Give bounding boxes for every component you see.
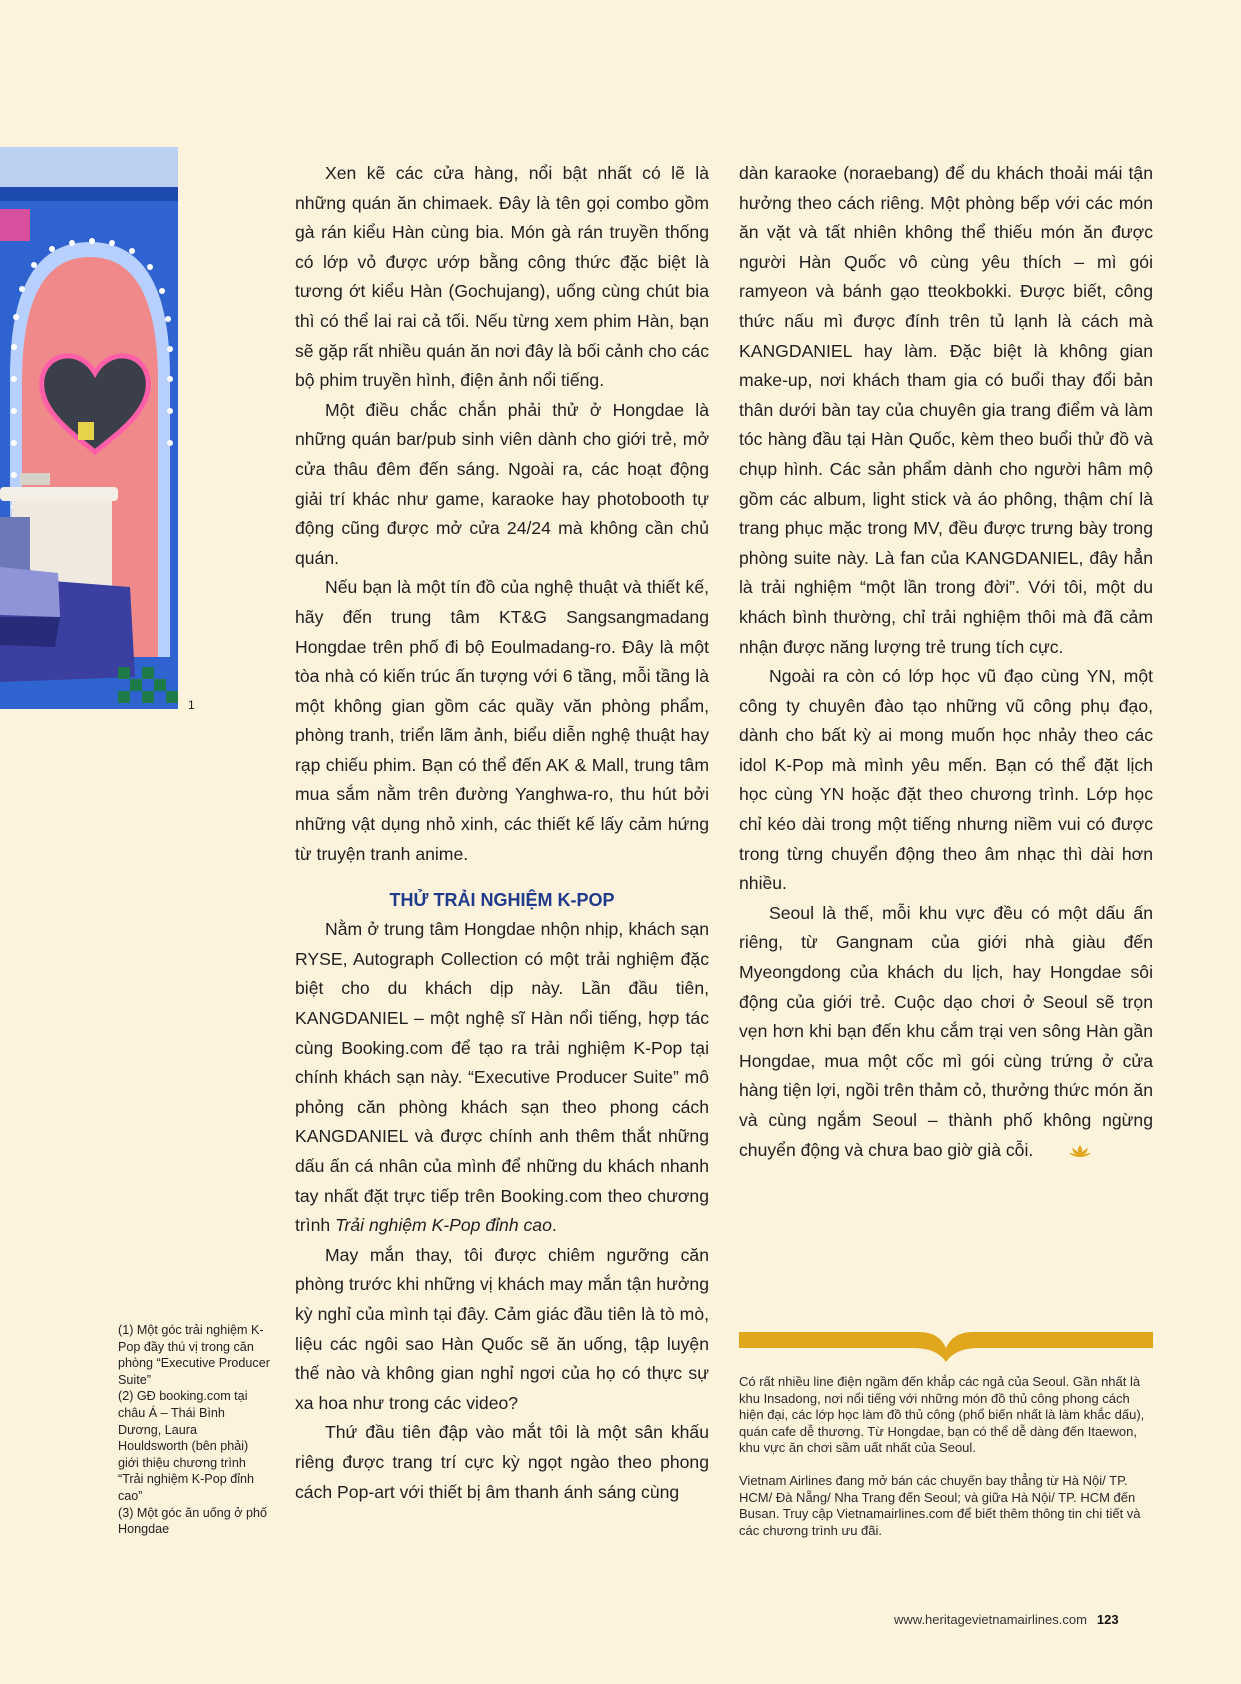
paragraph: May mắn thay, tôi được chiêm ngưỡng căn phòng trước khi những vị khách may mắn tận hưởng kỳ nghỉ của mình tại đây. Cảm giác đầu tiên là tò mò, liệu các ngôi sao Hàn Quốc sẽ ăn uống, tập luyện thế nào và không gian nghỉ ngơi của họ có thực sự xa hoa như trong các video? [295, 1244, 709, 1413]
paragraph-end: . [551, 1215, 557, 1236]
article-column-1 [295, 159, 709, 1507]
paragraph-text: Seoul là thế, mỗi khu vực đều có một dấu ấn riêng, từ Gangnam của giới nhà giàu đến Myeongdong của khách du lịch, hay Hongdae sôi động của giới trẻ. Cuộc dạo chơi ở Seoul sẽ trọn vẹn hơn khi bạn đến khu cắm trại ven sông Hàn gần Hongdae, mua một cốc mì gói cùng trứng ở cửa hàng tiện lợi, ngồi trên thảm cỏ, thưởng thức món ăn và cùng ngắm Seoul – thành phố không ngừng chuyển động và chưa bao giờ già cỗi. [739, 902, 1153, 1160]
info-box [739, 1374, 1153, 1555]
gold-ribbon [739, 1328, 1153, 1364]
paragraph-text: Nằm ở trung tâm Hongdae nhộn nhịp, khách sạn RYSE, Autograph Collection có một trải nghiệm đặc biệt cho du khách dịp này. Lần đầu tiên, KANGDANIEL – một nghệ sĩ Hàn nổi tiếng, hợp tác cùng Booking.com để tạo ra trải nghiệm K-Pop tại chính khách sạn này. “Executive Producer Suite” mô phỏng căn phòng khách sạn theo phong cách KANGDANIEL và được chính anh thêm thắt những dấu ấn cá nhân của mình để những du khách nhanh tay nhất đặt trực tiếp trên Booking.com theo chương trình [295, 919, 709, 1236]
info-paragraph: Có rất nhiều line điện ngầm đến khắp các ngả của Seoul. Gần nhất là khu Insadong, nơi nổi tiếng với những món đồ thủ công phong cách hiện đại, các lớp học làm đồ thủ công (phổ biến nhất là làm khắc dấu), quán cafe dễ thương. Từ Hongdae, bạn có thể dễ dàng đến Itaewon, khu vực ăn chơi sầm uất nhất của Seoul. [739, 1374, 1145, 1456]
paragraph [295, 915, 709, 1241]
photo-captions [118, 1322, 270, 1538]
program-name: Trải nghiệm K-Pop đỉnh cao [335, 1215, 552, 1236]
paragraph: Thứ đầu tiên đập vào mắt tôi là một sân khấu riêng được trang trí cực kỳ ngọt ngào theo phong cách Pop-art với thiết bị âm thanh ánh sáng cùng [295, 1422, 709, 1502]
footer-url: www.heritagevietnamairlines.com [894, 1612, 1087, 1627]
page-footer [894, 1612, 1119, 1627]
kpop-room-photo [0, 147, 178, 709]
page-number: 123 [1096, 1612, 1119, 1627]
article-column-2 [739, 159, 1153, 1167]
caption-2: (2) GĐ booking.com tại châu Á – Thái Bình Dương, Laura Houldsworth (bên phải) giới thiệu chương trình “Trải nghiệm K-Pop đỉnh cao” [118, 1389, 255, 1503]
caption-1: (1) Một góc trải nghiệm K-Pop đầy thú vị trong căn phòng “Executive Producer Suite” [118, 1323, 270, 1387]
section-heading: THỬ TRẢI NGHIỆM K-POP [389, 890, 615, 911]
paragraph: Xen kẽ các cửa hàng, nổi bật nhất có lẽ là những quán ăn chimaek. Đây là tên gọi combo gồm gà rán kiểu Hàn cùng bia. Món gà rán truyền thống có lớp vỏ được ướp bằng công thức đặc biệt là tương ớt kiểu Hàn (Gochujang), uống cùng chút bia thì có thể lai rai cả tối. Nếu từng xem phim Hàn, bạn sẽ gặp rất nhiều quán ăn nơi đây là bối cảnh cho các bộ phim truyền hình, điện ảnh nổi tiếng. [295, 163, 709, 391]
paragraph: Ngoài ra còn có lớp học vũ đạo cùng YN, một công ty chuyên đào tạo những vũ công phụ đạo, dành cho bất kỳ ai mong muốn học nhảy theo các idol K-Pop mà mình yêu mến. Bạn có thể đặt lịch học cùng YN hoặc đặt theo chương trình. Lớp học chỉ kéo dài trong một tiếng nhưng niềm vui có được trong từng chuyển động theo âm nhạc thì dài hơn nhiều. [739, 666, 1153, 894]
caption-3: (3) Một góc ăn uống ở phố Hongdae [118, 1505, 267, 1537]
lotus-icon [1039, 1138, 1091, 1168]
photo-number: 1 [188, 698, 195, 712]
paragraph: dàn karaoke (noraebang) để du khách thoải mái tận hưởng theo cách riêng. Một phòng bếp với các món ăn vặt và tất nhiên không thể thiếu món ăn được người Hàn Quốc vô cùng yêu thích – mì gói ramyeon và bánh gạo tteokbokki. Được biết, công thức nấu mì được đính trên tủ lạnh là cách mà KANGDANIEL hay làm. Đặc biệt là không gian make-up, nơi khách tham gia có buổi thay đổi bản thân dưới bàn tay của chuyên gia trang điểm và làm tóc hàng đầu tại Hàn Quốc, kèm theo buổi thử đồ và chụp hình. Các sản phẩm dành cho người hâm mộ gồm các album, light stick và áo phông, thậm chí là trang phục mặc trong MV, đều được trưng bày trong phòng suite này. Là fan của KANGDANIEL, đây hẳn là trải nghiệm “một lần trong đời”. Với tôi, một du khách bình thường, chỉ trải nghiệm thôi mà đã cảm nhận được năng lượng trẻ trung tích cực. [739, 163, 1153, 657]
info-paragraph: Vietnam Airlines đang mở bán các chuyến bay thẳng từ Hà Nội/ TP. HCM/ Đà Nẵng/ Nha Trang đến Seoul; và giữa Hà Nội/ TP. HCM đến Busan. Truy cập Vietnamairlines.com để biết thêm thông tin chi tiết và các chương trình ưu đãi. [739, 1472, 1141, 1538]
paragraph [739, 899, 1153, 1167]
paragraph: Nếu bạn là một tín đồ của nghệ thuật và thiết kế, hãy đến trung tâm KT&G Sangsangmadang Hongdae trên phố đi bộ Eoulmadang-ro. Đây là một tòa nhà có kiến trúc ấn tượng với 6 tầng, mỗi tầng là một không gian gồm các quầy văn phòng phẩm, phòng tranh, triển lãm ảnh, biểu diễn nghệ thuật hay rạp chiếu phim. Bạn có thể đến AK & Mall, trung tâm mua sắm nằm trên đường Yanghwa-ro, thu hút bởi những vật dụng nhỏ xinh, các thiết kế lấy cảm hứng từ truyện tranh anime. [295, 577, 709, 864]
paragraph: Một điều chắc chắn phải thử ở Hongdae là những quán bar/pub sinh viên dành cho giới trẻ, mở cửa thâu đêm đến sáng. Ngoài ra, các hoạt động giải trí khác như game, karaoke hay photobooth tự động cũng được mở cửa 24/24 mà không cần chủ quán. [295, 399, 709, 568]
